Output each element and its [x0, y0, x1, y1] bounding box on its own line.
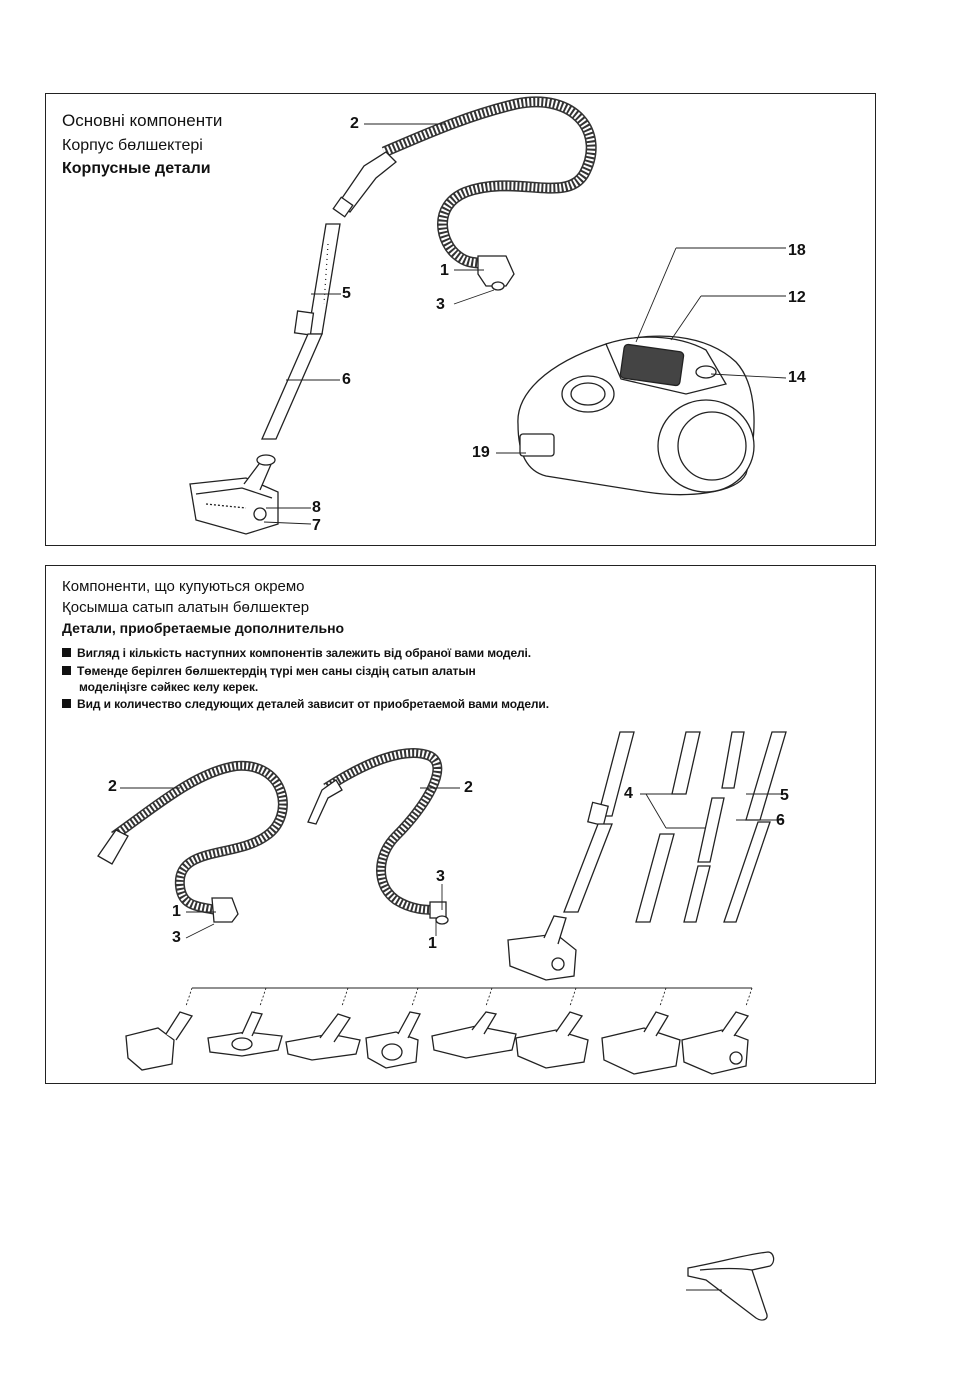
optional-parts-illustration — [46, 566, 877, 1085]
callout-tube-sections: 4 — [624, 785, 633, 802]
callout-tube-lower: 6 — [776, 812, 785, 829]
optional-parts-title-ua: Компоненти, що купуються окремо — [62, 578, 305, 595]
callout-cord-button: 14 — [788, 369, 806, 386]
note-ru: Вид и количество следующих деталей зависит от приобретаемой вами модели. — [62, 697, 549, 711]
main-parts-title-kz: Корпус бөлшектері — [62, 137, 203, 154]
callout-hose-a: 2 — [108, 778, 117, 795]
optional-parts-title-kz: Қосымша сатып алатын бөлшектер — [62, 599, 310, 616]
optional-parts-title-ru: Детали, приобретаемые дополнительно — [62, 620, 345, 636]
vacuum-body-drawing — [518, 336, 754, 494]
callout-hose-a-connector: 3 — [172, 929, 181, 946]
hose-a-drawing — [98, 766, 283, 922]
note-kz-continued: моделіңізге сәйкес келу керек. — [79, 680, 259, 694]
tube-nozzle-drawing — [508, 732, 634, 980]
callout-tube-lower: 6 — [342, 371, 351, 388]
tube-drawing — [262, 224, 340, 439]
callout-tube-upper: 5 — [342, 285, 351, 302]
main-parts-title-ru: Корпусные детали — [62, 160, 211, 177]
callout-nozzle: 7 — [312, 517, 321, 534]
optional-parts-panel — [45, 565, 876, 1084]
callout-hose-b-connector: 3 — [436, 868, 445, 885]
main-parts-illustration — [46, 94, 877, 547]
note-ua: Вигляд і кількість наступних компонентів залежить від обраної вами моделі. — [62, 646, 531, 660]
hose-b-drawing — [308, 753, 448, 924]
callout-hose-connector: 3 — [436, 296, 445, 313]
callout-hose-b: 2 — [464, 779, 473, 796]
callout-hose-handle: 1 — [440, 262, 449, 279]
main-parts-title-ua: Основні компоненти — [62, 111, 223, 130]
main-parts-panel — [45, 93, 876, 546]
nozzle-row-drawing — [126, 1012, 748, 1074]
nozzle-bracket — [186, 988, 752, 1006]
callout-hose-a-handle: 1 — [172, 903, 181, 920]
callout-hose: 2 — [350, 115, 359, 132]
callout-nozzle-pedal: 8 — [312, 499, 321, 516]
callout-power-control: 19 — [472, 444, 490, 461]
callout-bag-window: 12 — [788, 289, 806, 306]
callout-indicator: 18 — [788, 242, 806, 259]
tube-sections-drawing — [636, 732, 786, 922]
note-kz: Төменде берілген бөлшектердің түрі мен саны сіздің сатып алатын — [62, 664, 476, 678]
callout-hose-b-handle: 1 — [428, 935, 437, 952]
callout-tube-upper: 5 — [780, 787, 789, 804]
hose-drawing — [333, 102, 591, 290]
